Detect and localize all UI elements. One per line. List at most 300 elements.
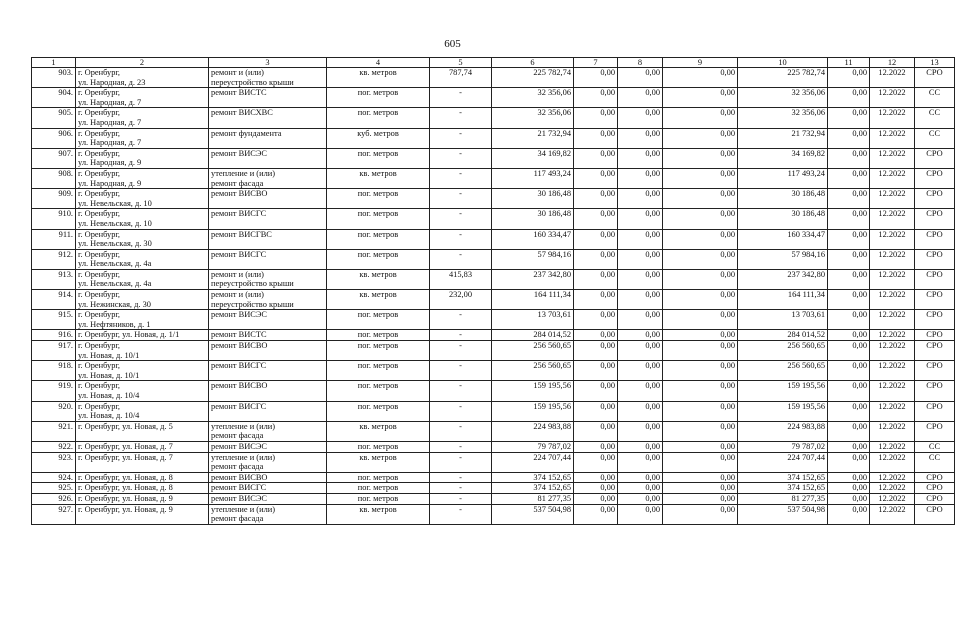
funding-source-cell: СРО [915, 493, 955, 504]
funding-source-cell: СРО [915, 68, 955, 88]
total-cost-cell: 537 504,98 [738, 504, 828, 524]
column-number-header: 1 [32, 58, 76, 68]
cost-cell: 225 782,74 [492, 68, 574, 88]
work-type-cell [209, 421, 327, 441]
funding-source-cell: СРО [915, 401, 955, 421]
work-type-cell-line: ремонт ВИСТС [211, 88, 267, 98]
work-type-cell [209, 168, 327, 188]
table-row [32, 330, 955, 341]
quantity-cell: - [430, 421, 492, 441]
unit-cell: пог. метров [327, 483, 430, 494]
cost-cell: 224 983,88 [492, 421, 574, 441]
completion-date-cell: 12.2022 [870, 493, 915, 504]
work-type-cell [209, 381, 327, 401]
amount-cell: 0,00 [828, 452, 870, 472]
work-type-cell [209, 88, 327, 108]
unit-cell: пог. метров [327, 88, 430, 108]
total-cost-cell: 30 186,48 [738, 189, 828, 209]
funding-source-cell: СРО [915, 209, 955, 229]
funding-source-cell: СРО [915, 189, 955, 209]
row-number: 919. [32, 381, 76, 401]
address-cell [76, 341, 209, 361]
work-type-cell [209, 269, 327, 289]
amount-cell: 0,00 [618, 189, 663, 209]
work-type-cell [209, 401, 327, 421]
cost-cell: 21 732,94 [492, 128, 574, 148]
completion-date-cell: 12.2022 [870, 168, 915, 188]
completion-date-cell: 12.2022 [870, 128, 915, 148]
address-cell [76, 249, 209, 269]
amount-cell: 0,00 [618, 310, 663, 330]
row-number: 907. [32, 148, 76, 168]
work-type-cell-line: ремонт ВИСЭС [211, 310, 267, 320]
cost-cell: 30 186,48 [492, 189, 574, 209]
completion-date-cell: 12.2022 [870, 310, 915, 330]
work-type-cell-line: ремонт ВИСВО [211, 189, 268, 199]
unit-cell: пог. метров [327, 341, 430, 361]
funding-source-cell: СРО [915, 361, 955, 381]
amount-cell: 0,00 [663, 189, 738, 209]
table-row [32, 401, 955, 421]
amount-cell: 0,00 [663, 229, 738, 249]
address-cell [76, 108, 209, 128]
address-cell-line: г. Оренбург, [78, 229, 121, 239]
amount-cell: 0,00 [574, 330, 618, 341]
amount-cell: 0,00 [618, 249, 663, 269]
amount-cell: 0,00 [618, 361, 663, 381]
cost-cell: 32 356,06 [492, 108, 574, 128]
work-type-cell [209, 310, 327, 330]
unit-cell: пог. метров [327, 381, 430, 401]
address-cell-line: г. Оренбург, [78, 108, 121, 118]
table-row [32, 128, 955, 148]
amount-cell: 0,00 [828, 128, 870, 148]
completion-date-cell: 12.2022 [870, 148, 915, 168]
amount-cell: 0,00 [574, 310, 618, 330]
amount-cell: 0,00 [574, 108, 618, 128]
table-row [32, 290, 955, 310]
funding-source-cell: СРО [915, 421, 955, 441]
address-cell-line: ул. Новая, д. 10/1 [78, 350, 140, 360]
completion-date-cell: 12.2022 [870, 88, 915, 108]
column-number-row [32, 58, 955, 68]
total-cost-cell: 13 703,61 [738, 310, 828, 330]
column-number-header: 7 [574, 58, 618, 68]
amount-cell: 0,00 [828, 88, 870, 108]
work-type-cell-line: ремонт ВИСЭС [211, 441, 267, 451]
completion-date-cell: 12.2022 [870, 381, 915, 401]
amount-cell: 0,00 [618, 483, 663, 494]
work-type-cell-line: утепление и (или) [211, 421, 276, 431]
completion-date-cell: 12.2022 [870, 421, 915, 441]
row-number: 912. [32, 249, 76, 269]
unit-cell: кв. метров [327, 290, 430, 310]
work-type-cell-line: ремонт и (или) [211, 269, 264, 279]
amount-cell: 0,00 [574, 472, 618, 483]
amount-cell: 0,00 [828, 290, 870, 310]
address-cell-line: г. Оренбург, ул. Новая, д. 8 [78, 483, 173, 493]
cost-cell: 256 560,65 [492, 341, 574, 361]
work-type-cell [209, 504, 327, 524]
quantity-cell: - [430, 493, 492, 504]
amount-cell: 0,00 [663, 249, 738, 269]
amount-cell: 0,00 [618, 504, 663, 524]
total-cost-cell: 225 782,74 [738, 68, 828, 88]
row-number: 925. [32, 483, 76, 494]
address-cell [76, 381, 209, 401]
address-cell [76, 168, 209, 188]
amount-cell: 0,00 [574, 168, 618, 188]
quantity-cell: - [430, 189, 492, 209]
table-row [32, 68, 955, 88]
amount-cell: 0,00 [828, 330, 870, 341]
quantity-cell: - [430, 229, 492, 249]
address-cell-line: г. Оренбург, [78, 341, 121, 351]
amount-cell: 0,00 [574, 421, 618, 441]
amount-cell: 0,00 [663, 401, 738, 421]
table-row [32, 209, 955, 229]
work-type-cell [209, 189, 327, 209]
amount-cell: 0,00 [618, 493, 663, 504]
total-cost-cell: 79 787,02 [738, 441, 828, 452]
total-cost-cell: 284 014,52 [738, 330, 828, 341]
amount-cell: 0,00 [618, 168, 663, 188]
quantity-cell: - [430, 209, 492, 229]
funding-source-cell: СС [915, 88, 955, 108]
completion-date-cell: 12.2022 [870, 68, 915, 88]
table-row [32, 483, 955, 494]
completion-date-cell: 12.2022 [870, 401, 915, 421]
table-row [32, 108, 955, 128]
amount-cell: 0,00 [663, 209, 738, 229]
amount-cell: 0,00 [828, 68, 870, 88]
work-type-cell [209, 493, 327, 504]
address-cell-line: г. Оренбург, [78, 168, 121, 178]
amount-cell: 0,00 [663, 269, 738, 289]
address-cell-line: г. Оренбург, [78, 361, 121, 371]
quantity-cell: - [430, 148, 492, 168]
work-type-cell [209, 290, 327, 310]
amount-cell: 0,00 [618, 401, 663, 421]
amount-cell: 0,00 [828, 504, 870, 524]
amount-cell: 0,00 [574, 88, 618, 108]
row-number: 917. [32, 341, 76, 361]
unit-cell: пог. метров [327, 249, 430, 269]
amount-cell: 0,00 [663, 452, 738, 472]
address-cell-line: ул. Народная, д. 7 [78, 117, 142, 127]
work-type-cell [209, 148, 327, 168]
address-cell-line: ул. Нефтяников, д. 1 [78, 319, 151, 329]
amount-cell: 0,00 [828, 269, 870, 289]
address-cell [76, 290, 209, 310]
amount-cell: 0,00 [828, 310, 870, 330]
amount-cell: 0,00 [663, 483, 738, 494]
completion-date-cell: 12.2022 [870, 269, 915, 289]
total-cost-cell: 32 356,06 [738, 88, 828, 108]
address-cell [76, 189, 209, 209]
amount-cell: 0,00 [618, 421, 663, 441]
table-row [32, 168, 955, 188]
funding-source-cell: СРО [915, 269, 955, 289]
amount-cell: 0,00 [828, 148, 870, 168]
address-cell-line: ул. Новая, д. 10/4 [78, 411, 140, 421]
completion-date-cell: 12.2022 [870, 209, 915, 229]
row-number: 926. [32, 493, 76, 504]
unit-cell: пог. метров [327, 330, 430, 341]
cost-cell: 159 195,56 [492, 401, 574, 421]
quantity-cell: - [430, 310, 492, 330]
address-cell-line: ул. Народная, д. 9 [78, 158, 142, 168]
funding-source-cell: СРО [915, 148, 955, 168]
funding-source-cell: СРО [915, 249, 955, 269]
completion-date-cell: 12.2022 [870, 441, 915, 452]
cost-cell: 117 493,24 [492, 168, 574, 188]
amount-cell: 0,00 [663, 441, 738, 452]
unit-cell: кв. метров [327, 168, 430, 188]
total-cost-cell: 57 984,16 [738, 249, 828, 269]
cost-cell: 374 152,65 [492, 472, 574, 483]
table-row [32, 421, 955, 441]
quantity-cell: - [430, 441, 492, 452]
amount-cell: 0,00 [618, 381, 663, 401]
work-type-cell-line: ремонт ВИСЭС [211, 148, 267, 158]
amount-cell: 0,00 [828, 249, 870, 269]
work-type-cell-line: ремонт фасада [211, 462, 264, 472]
amount-cell: 0,00 [574, 148, 618, 168]
table-row [32, 189, 955, 209]
cost-cell: 224 707,44 [492, 452, 574, 472]
address-cell [76, 269, 209, 289]
amount-cell: 0,00 [828, 381, 870, 401]
amount-cell: 0,00 [828, 472, 870, 483]
address-cell-line: г. Оренбург, [78, 290, 121, 300]
work-type-cell-line: ремонт фасада [211, 178, 264, 188]
row-number: 914. [32, 290, 76, 310]
work-type-cell-line: переустройство крыши [211, 77, 294, 87]
address-cell-line: г. Оренбург, [78, 269, 121, 279]
table-header [32, 58, 955, 68]
completion-date-cell: 12.2022 [870, 472, 915, 483]
cost-cell: 160 334,47 [492, 229, 574, 249]
total-cost-cell: 34 169,82 [738, 148, 828, 168]
cost-cell: 374 152,65 [492, 483, 574, 494]
amount-cell: 0,00 [828, 493, 870, 504]
row-number: 927. [32, 504, 76, 524]
unit-cell: пог. метров [327, 441, 430, 452]
completion-date-cell: 12.2022 [870, 229, 915, 249]
address-cell [76, 148, 209, 168]
cost-cell: 537 504,98 [492, 504, 574, 524]
amount-cell: 0,00 [618, 452, 663, 472]
completion-date-cell: 12.2022 [870, 452, 915, 472]
address-cell-line: г. Оренбург, ул. Новая, д. 7 [78, 452, 173, 462]
address-cell-line: г. Оренбург, [78, 249, 121, 259]
amount-cell: 0,00 [618, 472, 663, 483]
address-cell-line: г. Оренбург, ул. Новая, д. 8 [78, 472, 173, 482]
address-cell-line: г. Оренбург, [78, 401, 121, 411]
quantity-cell: - [430, 128, 492, 148]
cost-cell: 79 787,02 [492, 441, 574, 452]
address-cell [76, 229, 209, 249]
amount-cell: 0,00 [828, 483, 870, 494]
work-type-cell-line: ремонт ВИСВО [211, 341, 268, 351]
completion-date-cell: 12.2022 [870, 483, 915, 494]
total-cost-cell: 256 560,65 [738, 361, 828, 381]
funding-source-cell: СРО [915, 229, 955, 249]
address-cell [76, 68, 209, 88]
row-number: 920. [32, 401, 76, 421]
funding-source-cell: СРО [915, 483, 955, 494]
amount-cell: 0,00 [663, 88, 738, 108]
column-number-header: 11 [828, 58, 870, 68]
amount-cell: 0,00 [618, 290, 663, 310]
amount-cell: 0,00 [574, 441, 618, 452]
amount-cell: 0,00 [618, 330, 663, 341]
work-type-cell [209, 249, 327, 269]
amount-cell: 0,00 [828, 421, 870, 441]
amount-cell: 0,00 [618, 88, 663, 108]
unit-cell: пог. метров [327, 189, 430, 209]
table-row [32, 341, 955, 361]
unit-cell: пог. метров [327, 493, 430, 504]
address-cell-line: ул. Невельская, д. 30 [78, 239, 152, 249]
work-type-cell-line: ремонт ВИСГС [211, 401, 267, 411]
quantity-cell: - [430, 472, 492, 483]
quantity-cell: - [430, 361, 492, 381]
work-type-cell [209, 361, 327, 381]
work-type-cell [209, 229, 327, 249]
address-cell [76, 483, 209, 494]
amount-cell: 0,00 [618, 209, 663, 229]
amount-cell: 0,00 [663, 128, 738, 148]
amount-cell: 0,00 [574, 452, 618, 472]
work-type-cell [209, 108, 327, 128]
funding-source-cell: СРО [915, 168, 955, 188]
funding-source-cell: СРО [915, 472, 955, 483]
column-number-header: 9 [663, 58, 738, 68]
total-cost-cell: 374 152,65 [738, 472, 828, 483]
address-cell-line: г. Оренбург, ул. Новая, д. 1/1 [78, 330, 180, 340]
repair-schedule-table [31, 57, 955, 525]
amount-cell: 0,00 [574, 229, 618, 249]
total-cost-cell: 30 186,48 [738, 209, 828, 229]
table-row [32, 504, 955, 524]
row-number: 905. [32, 108, 76, 128]
unit-cell: куб. метров [327, 128, 430, 148]
work-type-cell-line: ремонт фасада [211, 431, 264, 441]
amount-cell: 0,00 [663, 493, 738, 504]
work-type-cell-line: ремонт ВИСВО [211, 381, 268, 391]
completion-date-cell: 12.2022 [870, 361, 915, 381]
row-number: 921. [32, 421, 76, 441]
amount-cell: 0,00 [618, 269, 663, 289]
amount-cell: 0,00 [574, 401, 618, 421]
address-cell [76, 330, 209, 341]
address-cell [76, 504, 209, 524]
amount-cell: 0,00 [574, 504, 618, 524]
total-cost-cell: 224 707,44 [738, 452, 828, 472]
amount-cell: 0,00 [618, 68, 663, 88]
amount-cell: 0,00 [574, 68, 618, 88]
address-cell-line: ул. Народная, д. 7 [78, 97, 142, 107]
column-number-header: 6 [492, 58, 574, 68]
address-cell [76, 209, 209, 229]
table-row [32, 441, 955, 452]
amount-cell: 0,00 [663, 504, 738, 524]
amount-cell: 0,00 [574, 483, 618, 494]
work-type-cell [209, 483, 327, 494]
amount-cell: 0,00 [618, 108, 663, 128]
cost-cell: 164 111,34 [492, 290, 574, 310]
amount-cell: 0,00 [663, 421, 738, 441]
total-cost-cell: 117 493,24 [738, 168, 828, 188]
address-cell [76, 310, 209, 330]
amount-cell: 0,00 [618, 441, 663, 452]
unit-cell: пог. метров [327, 148, 430, 168]
completion-date-cell: 12.2022 [870, 330, 915, 341]
address-cell-line: г. Оренбург, ул. Новая, д. 7 [78, 441, 173, 451]
total-cost-cell: 224 983,88 [738, 421, 828, 441]
cost-cell: 32 356,06 [492, 88, 574, 108]
row-number: 915. [32, 310, 76, 330]
table-row [32, 452, 955, 472]
amount-cell: 0,00 [574, 249, 618, 269]
amount-cell: 0,00 [663, 330, 738, 341]
amount-cell: 0,00 [663, 108, 738, 128]
column-number-header: 8 [618, 58, 663, 68]
address-cell-line: г. Оренбург, [78, 148, 121, 158]
amount-cell: 0,00 [574, 269, 618, 289]
completion-date-cell: 12.2022 [870, 504, 915, 524]
table-row [32, 381, 955, 401]
work-type-cell [209, 441, 327, 452]
work-type-cell-line: ремонт ВИСГС [211, 249, 267, 259]
page-number: 605 [444, 38, 461, 50]
work-type-cell [209, 128, 327, 148]
amount-cell: 0,00 [663, 361, 738, 381]
funding-source-cell: СРО [915, 341, 955, 361]
work-type-cell-line: ремонт ВИСГС [211, 483, 267, 493]
address-cell-line: ул. Невельская, д. 4а [78, 259, 152, 269]
quantity-cell: - [430, 401, 492, 421]
address-cell [76, 421, 209, 441]
work-type-cell-line: ремонт ВИСТС [211, 330, 267, 340]
address-cell-line: г. Оренбург, [78, 88, 121, 98]
total-cost-cell: 164 111,34 [738, 290, 828, 310]
address-cell-line: г. Оренбург, [78, 381, 121, 391]
unit-cell: кв. метров [327, 68, 430, 88]
amount-cell: 0,00 [828, 229, 870, 249]
total-cost-cell: 159 195,56 [738, 401, 828, 421]
total-cost-cell: 21 732,94 [738, 128, 828, 148]
work-type-cell-line: утепление и (или) [211, 452, 276, 462]
amount-cell: 0,00 [663, 68, 738, 88]
address-cell-line: ул. Невельская, д. 10 [78, 198, 152, 208]
funding-source-cell: СРО [915, 504, 955, 524]
column-number-header: 10 [738, 58, 828, 68]
table-row [32, 472, 955, 483]
quantity-cell: - [430, 381, 492, 401]
quantity-cell: - [430, 249, 492, 269]
amount-cell: 0,00 [663, 310, 738, 330]
address-cell [76, 441, 209, 452]
row-number: 909. [32, 189, 76, 209]
work-type-cell-line: переустройство крыши [211, 279, 294, 289]
amount-cell: 0,00 [828, 168, 870, 188]
column-number-header: 13 [915, 58, 955, 68]
total-cost-cell: 374 152,65 [738, 483, 828, 494]
amount-cell: 0,00 [828, 108, 870, 128]
